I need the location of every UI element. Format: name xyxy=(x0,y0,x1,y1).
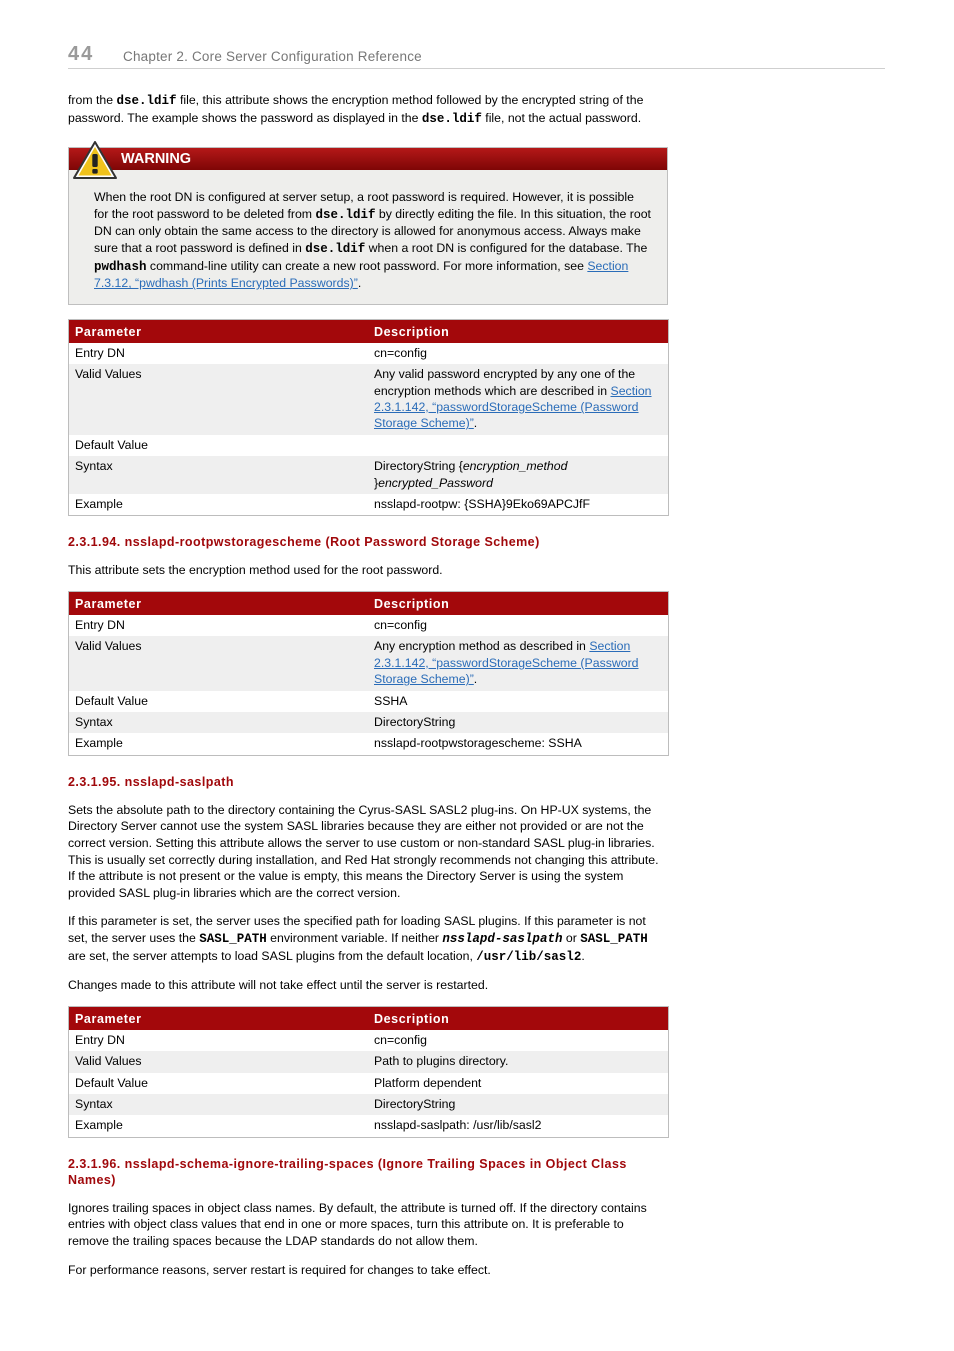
column-header-parameter: Parameter xyxy=(69,592,369,616)
column-header-parameter: Parameter xyxy=(69,319,369,343)
section-text: If this parameter is set, the server uses the specified path for loading SASL plugins. If this parameter is not set, the server uses the SASL_PATH environment variable. If neither nsslapd-saslpath or SASL_PATH are set, the server attempts to load SASL plugins from the default location, /usr/lib/sasl2. xyxy=(68,914,648,964)
table-row: Example nsslapd-rootpw: {SSHA}9Eko69APCJfF xyxy=(75,497,590,511)
section-text: For performance reasons, server restart is required for changes to take effect. xyxy=(68,1262,491,1277)
pwdhash-section-link[interactable]: Section 7.3.12, “pwdhash (Prints Encrypted Passwords)” xyxy=(94,258,629,291)
warning-triangle-icon xyxy=(72,140,118,180)
table-row: Valid Values Path to plugins directory. xyxy=(69,1051,669,1072)
table-row: Example nsslapd-rootpwstoragescheme: SSHA xyxy=(75,736,582,751)
table-row: Syntax DirectoryString xyxy=(69,712,669,733)
table-row: Entry DN cn=config xyxy=(75,1032,427,1047)
table-row: Syntax DirectoryString {encryption_method }encrypted_Password xyxy=(69,456,669,494)
column-header-parameter: Parameter xyxy=(69,1006,369,1030)
section-heading-schema-ignore-trailing-spaces: 2.3.1.96. nsslapd-schema-ignore-trailing-spaces (Ignore Trailing Spaces in Object Class Names) xyxy=(68,1156,627,1187)
rootpw-parameter-table xyxy=(68,319,669,517)
table-row: Example nsslapd-saslpath: /usr/lib/sasl2 xyxy=(75,1118,542,1133)
page-header xyxy=(68,41,885,69)
column-header-description: Description xyxy=(368,592,669,616)
section-text: Sets the absolute path to the directory containing the Cyrus-SASL SASL2 plug-ins. On HP-UX systems, the Directory Server cannot use the system SASL libraries because they are either not provided or are not the correct version. Setting this attribute allows the server to use custom or non-standard SASL plug-in libraries. This is usually set correctly during installation, and Red Hat strongly recommends not changing this attribute. If the attribute is not present or the value is empty, this means the Directory Server is using the system provided SASL plug-in libraries which are the correct version. xyxy=(68,802,659,900)
table-row: Default Value SSHA xyxy=(75,693,408,708)
rootpwstoragescheme-parameter-table xyxy=(68,591,669,756)
table-row: Valid Values Any encryption method as described in Section 2.3.1.142, “passwordStorageScheme (Password Storage Scheme)”. xyxy=(69,636,669,690)
warning-box xyxy=(68,147,668,305)
warning-title: WARNING xyxy=(69,148,667,170)
table-row: Syntax DirectoryString xyxy=(69,1094,669,1115)
table-row: Default Value Platform dependent xyxy=(75,1075,482,1090)
password-storage-scheme-link[interactable]: Section 2.3.1.142, “passwordStorageScheme (Password Storage Scheme)” xyxy=(374,383,652,431)
section-text: Changes made to this attribute will not take effect until the server is restarted. xyxy=(68,978,489,993)
section-text: Ignores trailing spaces in object class names. By default, the attribute is turned off. If the directory contains entries with object class values that end in one or more spaces, turn this attribute on. It is preferable to remove the trailing spaces because the LDAP standards do not allow them. xyxy=(68,1200,647,1248)
code-dse-ldif: dse.ldif xyxy=(116,94,177,108)
column-header-description: Description xyxy=(368,319,669,343)
chapter-title: Chapter 2. Core Server Configuration Reference xyxy=(123,49,422,64)
section-text: This attribute sets the encryption method used for the root password. xyxy=(68,563,443,578)
page-content xyxy=(68,92,668,1290)
section-heading-rootpwstoragescheme: 2.3.1.94. nsslapd-rootpwstoragescheme (Root Password Storage Scheme) xyxy=(68,535,540,550)
table-row: Entry DN cn=config xyxy=(75,618,427,632)
warning-text: When the root DN is configured at server setup, a root password is required. However, it is possible for the root password to be deleted from dse.ldif by directly editing the file. In this situation, the root DN can only obtain the same access to the directory is allowed for anonymous access. Always make sure that a root password is defined in dse.ldif when a root DN is configured for the database. The pwdhash command-line utility can create a new root password. For more information, see Section 7.3.12, “pwdhash (Prints Encrypted Passwords)”. xyxy=(94,190,651,291)
saslpath-parameter-table xyxy=(68,1006,669,1138)
table-row: Entry DN cn=config xyxy=(75,345,427,360)
table-row: Valid Values Any valid password encrypted by any one of the encryption methods which are described in Section 2.3.1.142, “passwordStorageScheme (Password Storage Scheme)”. xyxy=(69,364,669,435)
code-dse-ldif: dse.ldif xyxy=(421,111,482,126)
intro-paragraph: from the dse.ldif file, this attribute shows the encryption method followed by the encrypted string of the password. The example shows the password as displayed in the dse.ldif file, not the actual password. xyxy=(68,93,644,126)
code-pwdhash: pwdhash xyxy=(94,259,147,274)
password-storage-scheme-link[interactable]: Section 2.3.1.142, “passwordStorageScheme (Password Storage Scheme)” xyxy=(374,639,639,687)
section-heading-saslpath: 2.3.1.95. nsslapd-saslpath xyxy=(68,774,234,789)
page-number: 44 xyxy=(68,43,95,65)
table-row: Default Value xyxy=(75,437,148,452)
column-header-description: Description xyxy=(368,1006,669,1030)
